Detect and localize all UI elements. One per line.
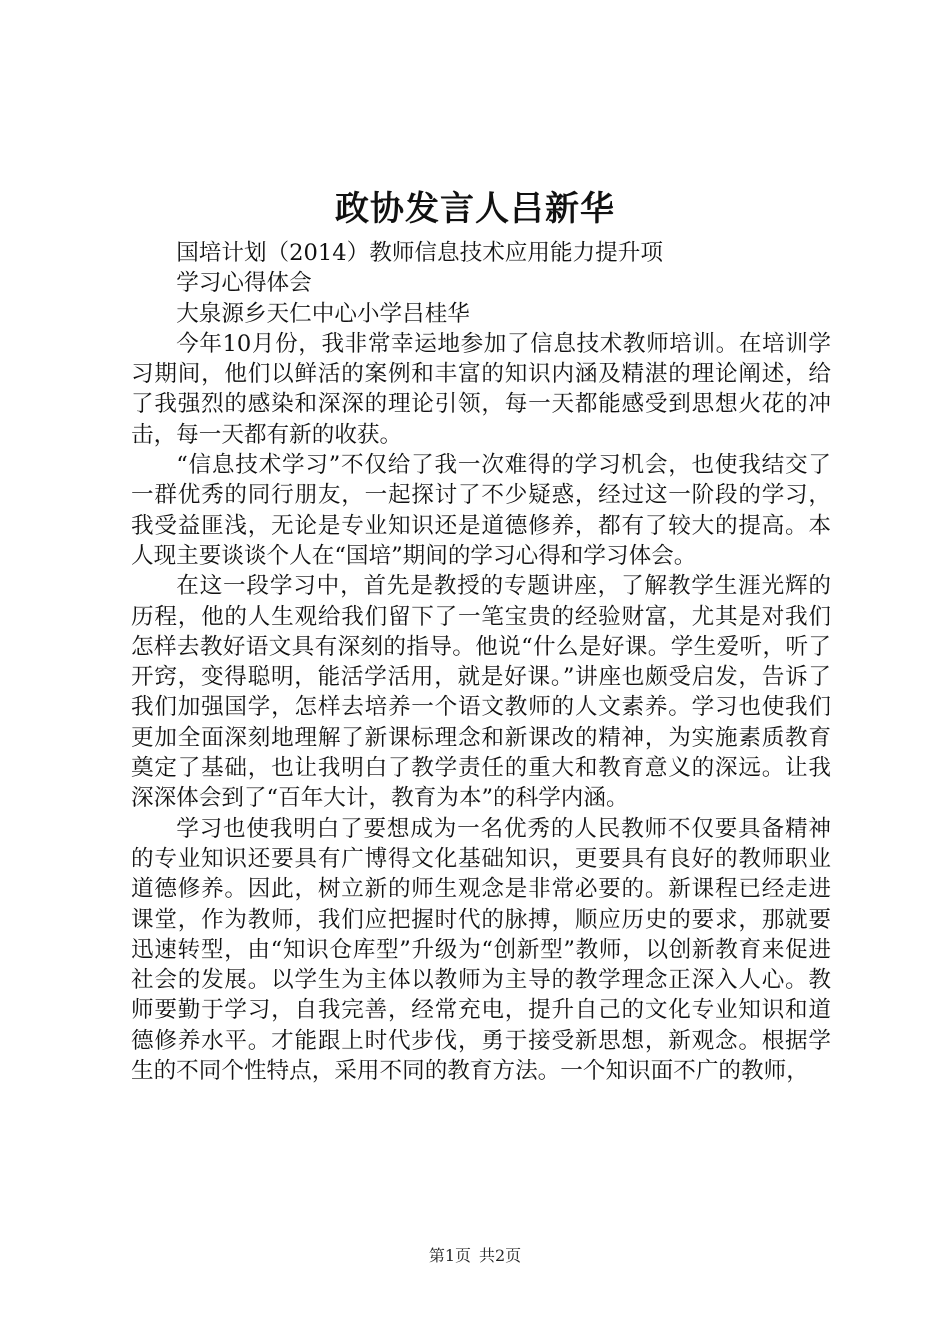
paragraph: “信息技术学习”不仅给了我一次难得的学习机会，也使我结交了一群优秀的同行朋友，一起探讨了不少疑惑，经过这一阶段的学习，我受益匪浅，无论是专业知识还是道德修养，都有了较大的提高。本人现主要谈谈个人在“国培”期间的学习心得和学习体会。 (131, 452, 831, 569)
page-number: 第1页 (428, 1246, 471, 1265)
page-footer (0, 1246, 950, 1266)
page-total: 共2页 (479, 1246, 522, 1265)
subtitle-line: 学习心得体会 (176, 270, 312, 297)
project-title-line: 国培计划（2014）教师信息技术应用能力提升项 (176, 240, 663, 266)
document-body (131, 238, 831, 1086)
paragraph: 学习也使我明白了要想成为一名优秀的人民教师不仅要具备精神的专业知识还要具有广博得文化基础知识，更要具有良好的教师职业道德修养。因此，树立新的师生观念是非常必要的。新课程已经走进课堂，作为教师，我们应把握时代的脉搏，顺应历史的要求，那就要迅速转型，由“知识仓库型”升级为“创新型”教师，以创新教育来促进社会的发展。以学生为主体以教师为主导的教学理念正深入人心。教师要勤于学习，自我完善，经常充电，提升自己的文化专业知识和道德修养水平。才能跟上时代步伐，勇于接受新思想，新观念。根据学生的不同个性特点，采用不同的教育方法。一个知识面不广的教师， (131, 815, 831, 1085)
author-line: 大泉源乡天仁中心小学吕桂华 (176, 300, 470, 327)
paragraph: 在这一段学习中，首先是教授的专题讲座，了解教学生涯光辉的历程，他的人生观给我们留下了一笔宝贵的经验财富，尤其是对我们怎样去教好语文具有深刻的指导。他说“什么是好课。学生爱听，听了开窍，变得聪明，能活学活用，就是好课。”讲座也颇受启发，告诉了我们加强国学，怎样去培养一个语文教师的人文素养。学习也使我们更加全面深刻地理解了新课标理念和新课改的精神，为实施素质教育奠定了基础，也让我明白了教学责任的重大和教育意义的深远。让我深深体会到了“百年大计，教育为本”的科学内涵。 (131, 573, 831, 812)
paragraph: 今年10月份，我非常幸运地参加了信息技术教师培训。在培训学习期间，他们以鲜活的案例和丰富的知识内涵及精湛的理论阐述，给了我强烈的感染和深深的理论引领，每一天都能感受到思想火花的冲击，每一天都有新的收获。 (131, 330, 831, 448)
page-title: 政协发言人吕新华 (335, 189, 615, 229)
